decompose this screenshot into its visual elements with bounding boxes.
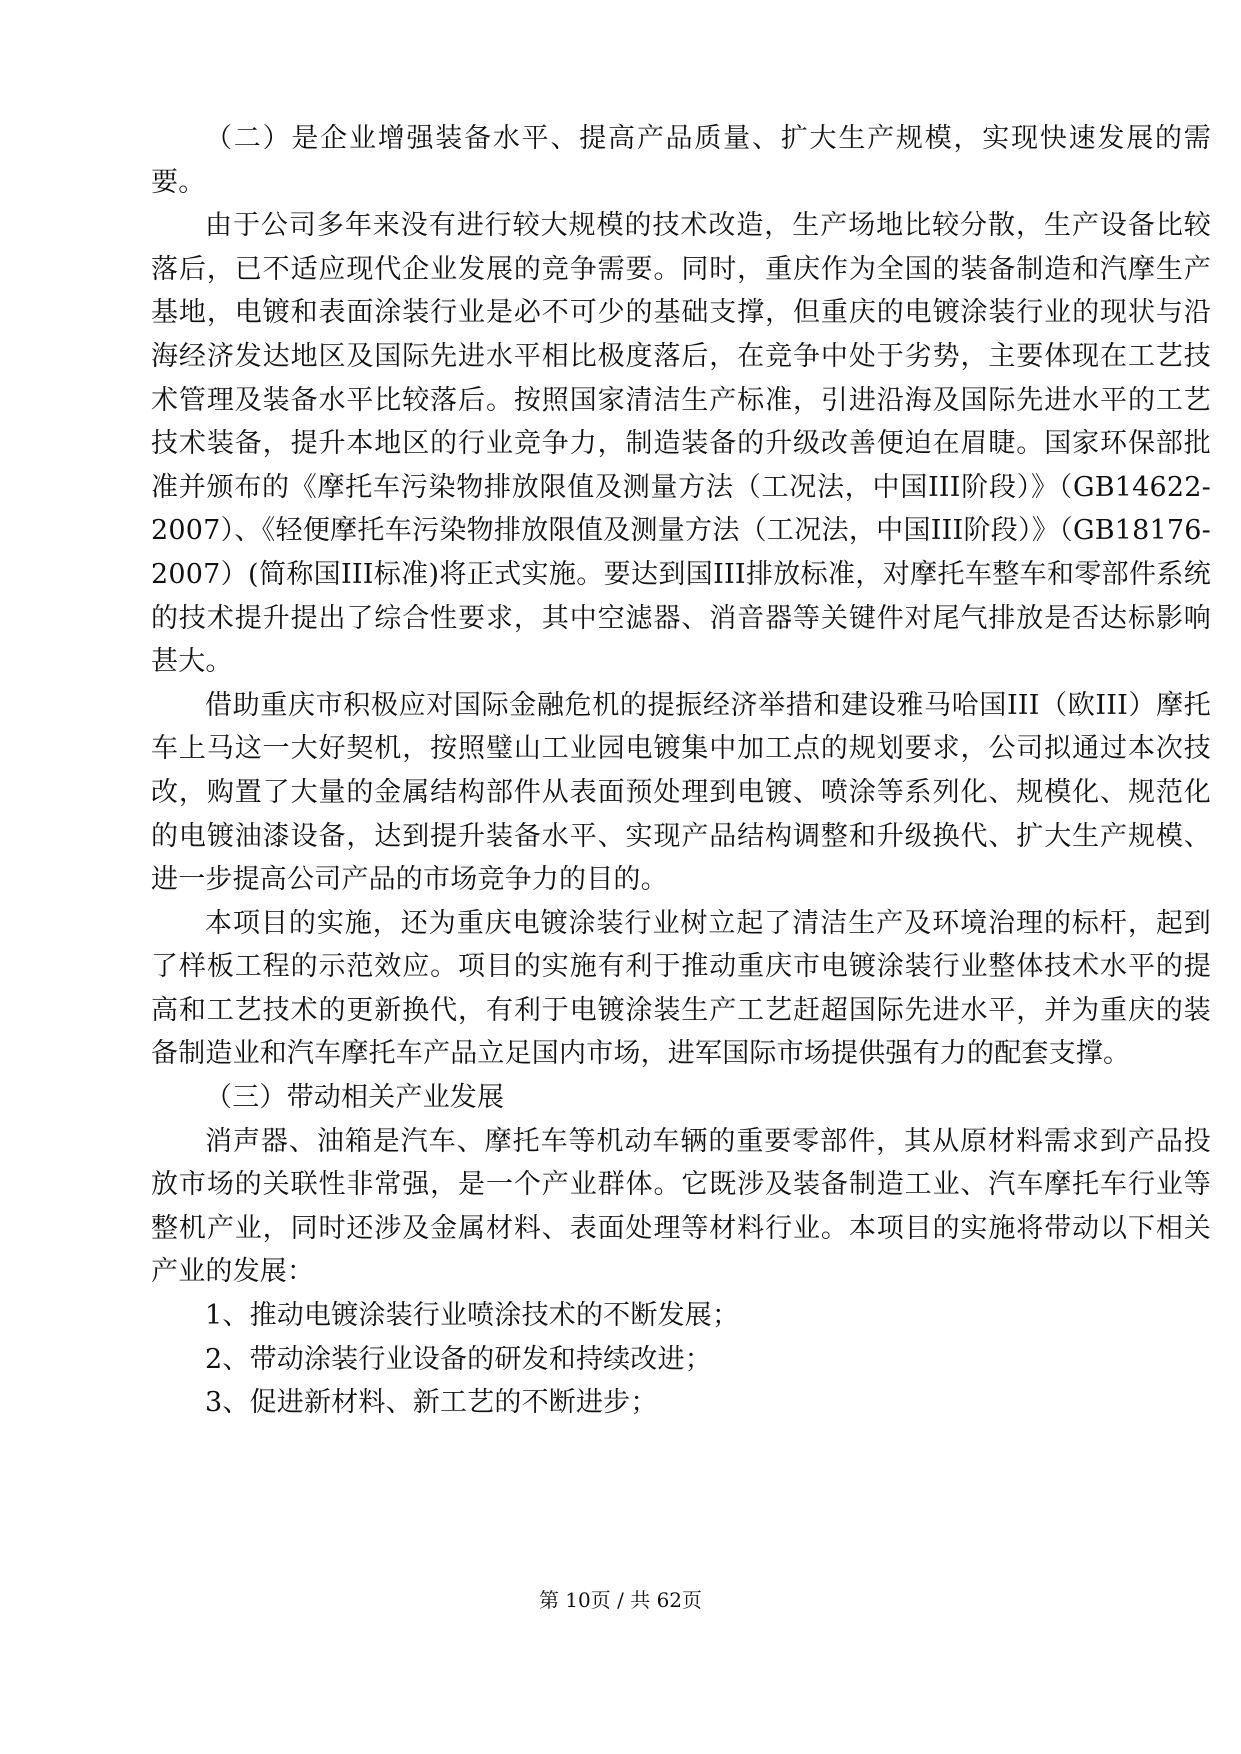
page-number-footer: 第 10页 / 共 62页 xyxy=(538,1588,703,1612)
list-item-2: 2、带动涂装行业设备的研发和持续改进； xyxy=(205,1343,712,1375)
paragraph-section-three-heading: （三）带动相关产业发展 xyxy=(205,1082,505,1114)
list-item-1: 1、推动电镀涂装行业喷涂技术的不断发展； xyxy=(205,1300,740,1332)
paragraph-demonstration: 本项目的实施，还为重庆电镀涂装行业树立起了清洁生产及环境治理的标杆，起到了样板工程的示范效应。项目的实施有利于推动重庆市电镀涂装行业整体技术水平的提高和工艺技术的更新换代，有利于电镀涂装生产工艺赶超国际先进水平，并为重庆的装备制造业和汽车摩托车产品立足国内市场，进军国际市场提供强有力的配套支撑。 xyxy=(151,907,1211,1070)
paragraph-opportunity: 借助重庆市积极应对国际金融危机的提振经济举措和建设雅马哈国III（欧III）摩托车上马这一大好契机，按照璧山工业园电镀集中加工点的规划要求，公司拟通过本次技改，购置了大量的金属结构部件从表面预处理到电镀、喷涂等系列化、规模化、规范化的电镀油漆设备，达到提升装备水平、实现产品结构调整和升级换代、扩大生产规模、进一步提高公司产品的市场竞争力的目的。 xyxy=(151,689,1211,896)
paragraph-background: 由于公司多年来没有进行较大规模的技术改造，生产场地比较分散，生产设备比较落后，已不适应现代企业发展的竞争需要。同时，重庆作为全国的装备制造和汽摩生产基地，电镀和表面涂装行业是必不可少的基础支撑，但重庆的电镀涂装行业的现状与沿海经济发达地区及国际先进水平相比极度落后，在竞争中处于劣势，主要体现在工艺技术管理及装备水平比较落后。按照国家清洁生产标准，引进沿海及国际先进水平的工艺技术装备，提升本地区的行业竞争力，制造装备的升级改善便迫在眉睫。国家环保部批准并颁布的《摩托车污染物排放限值及测量方法（工况法，中国III阶段）》（GB14622-2007）、《轻便摩托车污染物排放限值及测量方法（工况法，中国III阶段）》（GB18176-2007）(简称国III标准)将正式实施。要达到国III排放标准，对摩托车整车和零部件系统的技术提升提出了综合性要求，其中空滤器、消音器等关键件对尾气排放是否达标影响甚大。 xyxy=(151,210,1211,678)
document-body xyxy=(151,117,1211,1425)
list-item-3: 3、促进新材料、新工艺的不断进步； xyxy=(205,1387,658,1419)
paragraph-section-two-heading: （二）是企业增强装备水平、提高产品质量、扩大生产规模，实现快速发展的需要。 xyxy=(151,123,1211,198)
paragraph-industry-chain: 消声器、油箱是汽车、摩托车等机动车辆的重要零部件，其从原材料需求到产品投放市场的关联性非常强，是一个产业群体。它既涉及装备制造工业、汽车摩托车行业等整机产业，同时还涉及金属材料、表面处理等材料行业。本项目的实施将带动以下相关产业的发展： xyxy=(151,1125,1211,1288)
